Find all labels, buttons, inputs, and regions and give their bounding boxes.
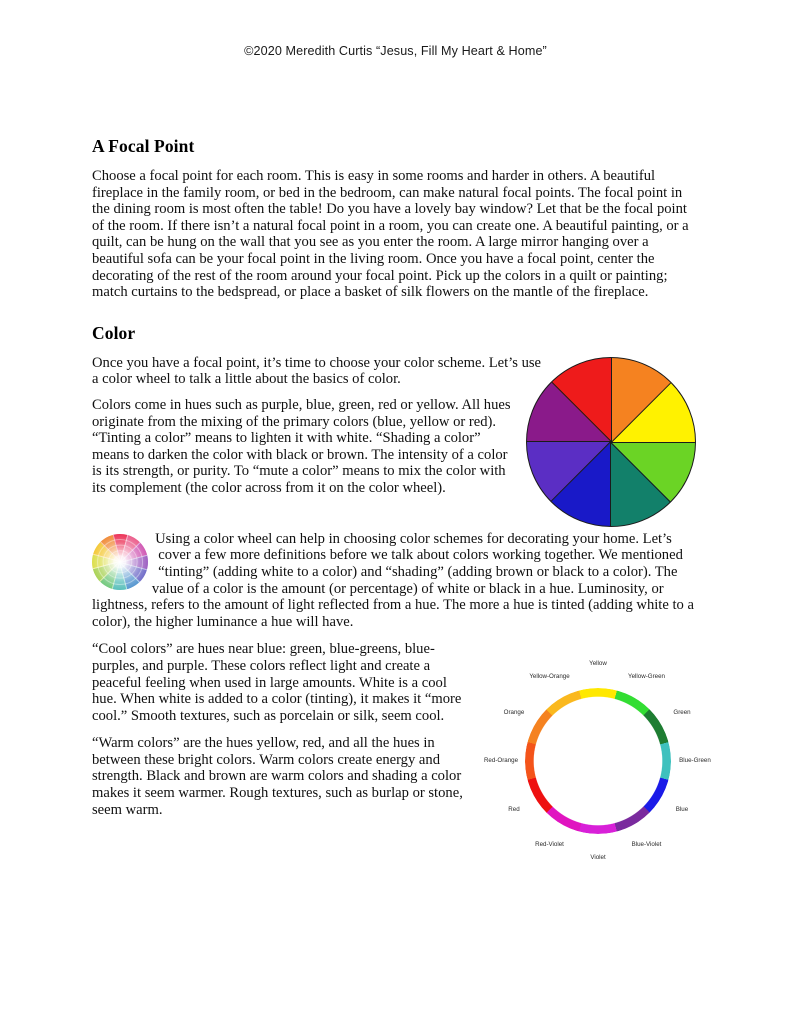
color-wheel-ring-letter: S — [646, 725, 653, 737]
color-wheel-pie-spoke — [611, 442, 695, 443]
color-wheel-ring-letter: S — [543, 725, 550, 737]
heading-a-focal-point: A Focal Point — [92, 136, 195, 156]
color-wheel-ring-label: Violet — [590, 853, 606, 861]
paragraph-warm-colors: “Warm colors” are the hues yellow, red, and all the hues in between these bright colors. Warm colors create energy and strength. Black and brown are warm colors and shading a color makes it seem warmer. Rough textures, such as burlap or stone, seem warm. — [92, 735, 463, 818]
color-wheel-ring-label: Green — [673, 708, 691, 716]
color-wheel-pie-spoke — [552, 382, 612, 442]
paragraph-color-1: Once you have a focal point, it’s time to choose your color scheme. Let’s use a color wheel to talk a little about the basics of color. — [92, 354, 542, 388]
color-wheel-ring-figure — [483, 659, 712, 861]
color-wheel-pie-spoke — [527, 441, 611, 442]
color-wheel-ring-label: Red — [508, 805, 520, 813]
color-wheel-ring-disc — [525, 688, 671, 834]
color-wheel-ring-label: Blue — [675, 805, 689, 813]
color-wheel-ring-letter: T — [535, 755, 542, 767]
color-wheel-ring-label: Red-Orange — [483, 756, 519, 764]
color-wheel-ring-letter: P — [543, 784, 550, 796]
color-wheel-ring-letter: T — [624, 806, 631, 818]
color-wheel-ring-label: Yellow — [589, 659, 607, 667]
color-wheel-ring-letter: T — [624, 704, 631, 716]
color-wheel-pie-spoke — [611, 382, 671, 442]
color-wheel-ring-letter: S — [594, 814, 602, 826]
paragraph-color-3: Using a color wheel can help in choosing color schemes for decorating your home. Let’s cover a few more definitions before we talk about colors working together. We mentioned “tinting” (adding white to a color) and “shading” (adding brown or black to a color). The value of a color is the amount (or percentage) of white or black in a hue. Luminosity, or lightness, refers to the amount of light reflected from a hue. The more a hue is tinted (adding white to a color), the higher luminance a hue will have. — [92, 530, 694, 630]
color-wheel-ring-letter: T — [654, 755, 661, 767]
color-wheel-ring-label: Yellow-Green — [628, 672, 665, 680]
color-wheel-ring-label: Blue-Violet — [631, 840, 662, 848]
color-wheel-ring-label: Red-Violet — [535, 840, 564, 848]
color-wheel-ring-label: Blue-Green — [679, 756, 711, 764]
color-wheel-ring-letter: P — [646, 784, 653, 796]
color-wheel-pie-spoke — [551, 441, 611, 501]
paragraph-focal-point-1: Choose a focal point for each room. This is easy in some rooms and harder in others. A beautiful fireplace in the family room, or bed in the bedroom, can make natural focal points. The focal point in the dining room is most often the table! Do you have a lovely bay window? Let that be the focal point of the room. If there isn’t a natural focal point in a room, you can create one. A beautiful painting, or a quilt, can be hung on the wall that you see as you enter the room. A large mirror hanging over a beautiful sofa can be your focal point in the living room. Once you have a focal point, center the decorating of the rest of the room around your focal point. Pick up the colors in a quilt or painting; match curtains to the bedspread, or place a basket of silk flowers on the mantle of the fireplace. — [92, 168, 689, 301]
color-wheel-pie-spoke — [610, 442, 611, 526]
paragraph-cool-colors: “Cool colors” are hues near blue: green, blue-greens, blue-purples, and purple. These colors reflect light and create a peaceful feeling when used in large amounts. White is a cool hue. When white is added to a color (tinting), it makes it “more cool.” Smooth textures, such as porcelain or silk, seem cool. — [92, 641, 462, 724]
color-wheel-pie-spoke — [611, 358, 612, 442]
color-wheel-pie-spoke — [610, 442, 670, 502]
color-wheel-ring-label: Yellow-Orange — [529, 672, 570, 680]
heading-color: Color — [92, 322, 136, 343]
color-wheel-pie-figure — [526, 357, 696, 527]
color-wheel-ring-letter: T — [565, 704, 572, 716]
color-wheel-tint-figure — [92, 534, 148, 590]
color-wheel-ring-label: Orange — [503, 708, 525, 716]
page-header-copyright: ©2020 Meredith Curtis “Jesus, Fill My Heart & Home” — [244, 44, 547, 58]
color-wheel-ring-letter: T — [565, 806, 572, 818]
paragraph-color-2: Colors come in hues such as purple, blue, green, red or yellow. All hues originate from the mixing of the primary colors (blue, yellow or red). “Tinting a color” means to lighten it with white. “Shading a color” means to darken the color with black or brown. The intensity of a color is its strength, or purity. To “mute a color” means to mix the color with its complement (the color across from it on the color wheel). — [92, 396, 511, 496]
color-wheel-ring-letter: P — [594, 696, 602, 708]
